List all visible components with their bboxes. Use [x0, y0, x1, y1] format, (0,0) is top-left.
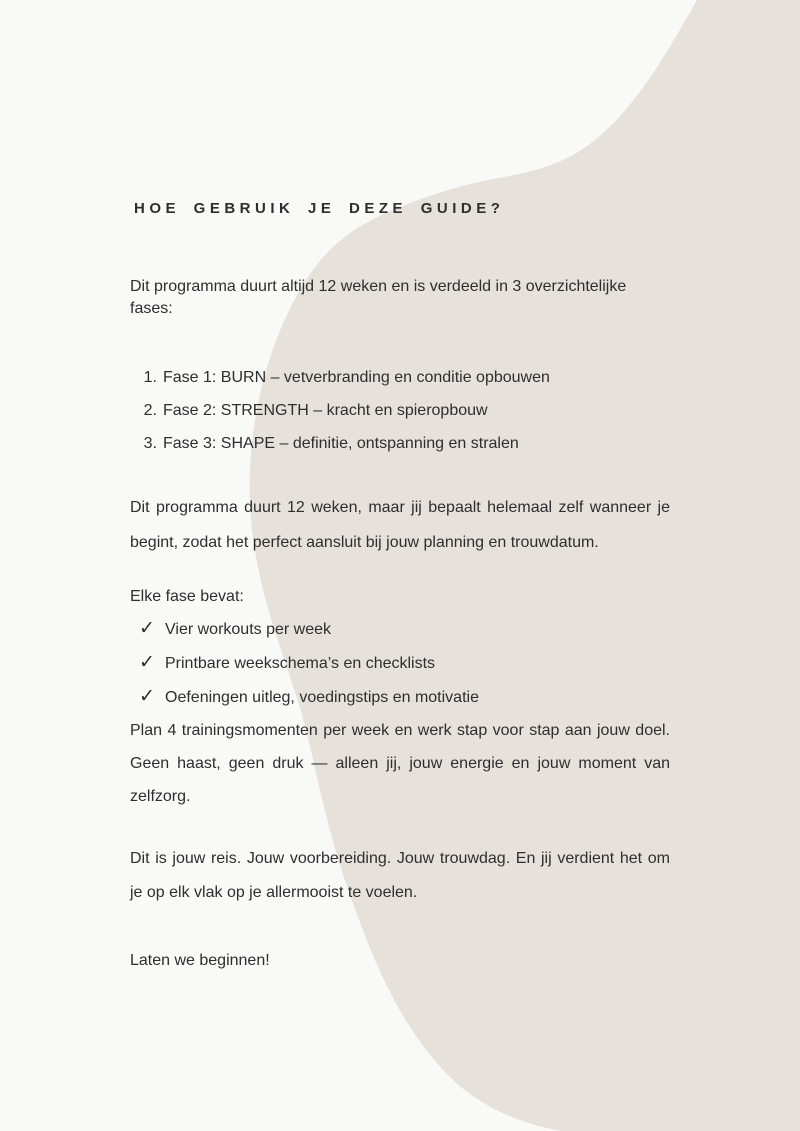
- check-list-item: [130, 612, 670, 646]
- closing-line: Laten we beginnen!: [130, 952, 270, 969]
- check-label: Vier workouts per week: [165, 621, 331, 638]
- check-icon: ✓: [139, 652, 155, 673]
- phase-label: Fase 1: BURN – vetverbranding en conditie opbouwen: [163, 369, 550, 386]
- phase-label: Fase 3: SHAPE – definitie, ontspanning en stralen: [163, 435, 519, 452]
- phase-list-item: [130, 361, 670, 394]
- page-content: [130, 0, 670, 972]
- phase-number: 3.: [143, 435, 157, 452]
- check-icon: ✓: [139, 618, 155, 639]
- check-list: [130, 612, 670, 714]
- duration-paragraph: Dit programma duurt 12 weken, maar jij bepaalt helemaal zelf wanneer je begint, zodat het perfect aansluit bij jouw planning en trouwdatum.: [130, 499, 670, 551]
- check-label: Printbare weekschema’s en checklists: [165, 655, 436, 672]
- check-list-item: [130, 646, 670, 680]
- phase-number: 1.: [143, 369, 157, 386]
- phase-contents-label: Elke fase bevat:: [130, 588, 244, 605]
- plan-paragraph: Plan 4 trainingsmomenten per week en werk stap voor stap aan jouw doel. Geen haast, geen druk — alleen jij, jouw energie en jouw moment van zelfzorg.: [130, 722, 670, 805]
- check-list-item: [130, 680, 670, 714]
- check-icon: ✓: [139, 686, 155, 707]
- phase-label: Fase 2: STRENGTH – kracht en spieropbouw: [163, 402, 488, 419]
- phase-list: [130, 361, 670, 460]
- journey-paragraph: Dit is jouw reis. Jouw voorbereiding. Jouw trouwdag. En jij verdient het om je op elk vlak op je allermooist te voelen.: [130, 850, 670, 901]
- phase-number: 2.: [143, 402, 157, 419]
- check-label: Oefeningen uitleg, voedingstips en motivatie: [165, 689, 479, 706]
- page-title: HOE GEBRUIK JE DEZE GUIDE?: [134, 200, 505, 217]
- phase-list-item: [130, 427, 670, 460]
- intro-paragraph: Dit programma duurt altijd 12 weken en is verdeeld in 3 overzichtelijke fases:: [130, 278, 627, 317]
- phase-list-item: [130, 394, 670, 427]
